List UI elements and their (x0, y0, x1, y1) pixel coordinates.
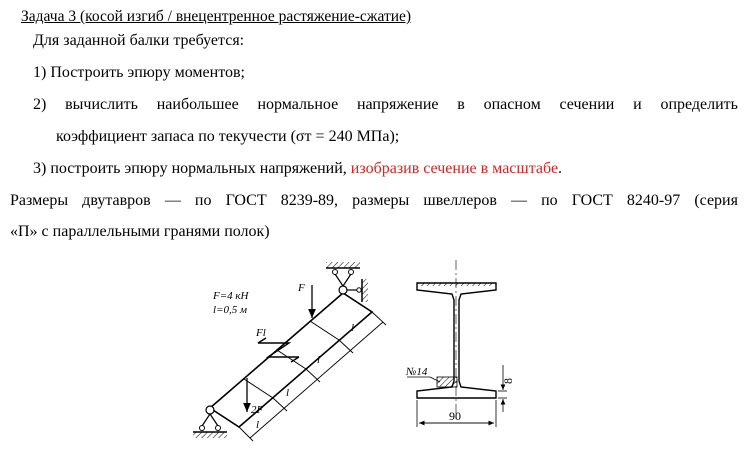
label-load-f: F (298, 282, 305, 294)
label-offset: 8 (501, 378, 515, 384)
word: нормальное (257, 96, 339, 113)
word: ГОСТ (225, 192, 267, 209)
word: (серия (694, 192, 738, 209)
word: в (457, 96, 465, 113)
task-item-2-continuation: коэффициент запаса по текучести (σт = 240 МПа); (56, 128, 400, 145)
word: 8240-97 (626, 192, 681, 209)
word: швеллеров (423, 192, 497, 209)
label-load-2f: 2F (251, 404, 264, 416)
word: ГОСТ (571, 192, 613, 209)
task-intro: Для заданной балки требуется: (33, 32, 245, 49)
word: — (164, 192, 181, 209)
word: двутавров (82, 192, 151, 209)
label-moment-fl: Fl (256, 327, 266, 339)
word: 2) (33, 96, 47, 113)
word: и (633, 96, 642, 113)
gost-note-continuation: «П» с параллельными гранями полок) (10, 223, 270, 240)
task-item-1: 1) Построить эпюру моментов; (33, 64, 245, 81)
beam-diagram (193, 262, 386, 441)
item3-suffix: . (558, 160, 563, 177)
label-length: l (286, 387, 290, 399)
label-length: l (317, 354, 321, 366)
word: по (194, 192, 212, 209)
word: по (541, 192, 558, 209)
cross-section (407, 260, 507, 427)
word: Размеры (10, 192, 69, 209)
word: опасном (483, 96, 541, 113)
label-profile-number: №14 (406, 366, 428, 378)
label-width: 90 (449, 409, 461, 423)
item3-prefix: 3) построить эпюру нормальных напряжений, (33, 160, 347, 177)
bottom-support (193, 406, 227, 438)
moment-fl-symbol (258, 338, 299, 362)
word: напряжение (356, 96, 439, 113)
label-length: l (256, 419, 260, 431)
param-force: F=4 кН (213, 290, 249, 302)
task-title: Задача 3 (косой изгиб / внецентренное растяжение-сжатие) (21, 8, 412, 25)
word: наибольшее (156, 96, 239, 113)
word: 8239-89, (280, 192, 339, 209)
word: вычислить (65, 96, 138, 113)
word: размеры (352, 192, 410, 209)
label-length: l (351, 322, 355, 334)
param-length: l=0,5 м (213, 304, 247, 316)
word: определить (660, 96, 738, 113)
item3-highlight: изобразив сечение в масштабе (350, 160, 559, 177)
word: — (511, 192, 527, 209)
word: сечении (559, 96, 615, 113)
